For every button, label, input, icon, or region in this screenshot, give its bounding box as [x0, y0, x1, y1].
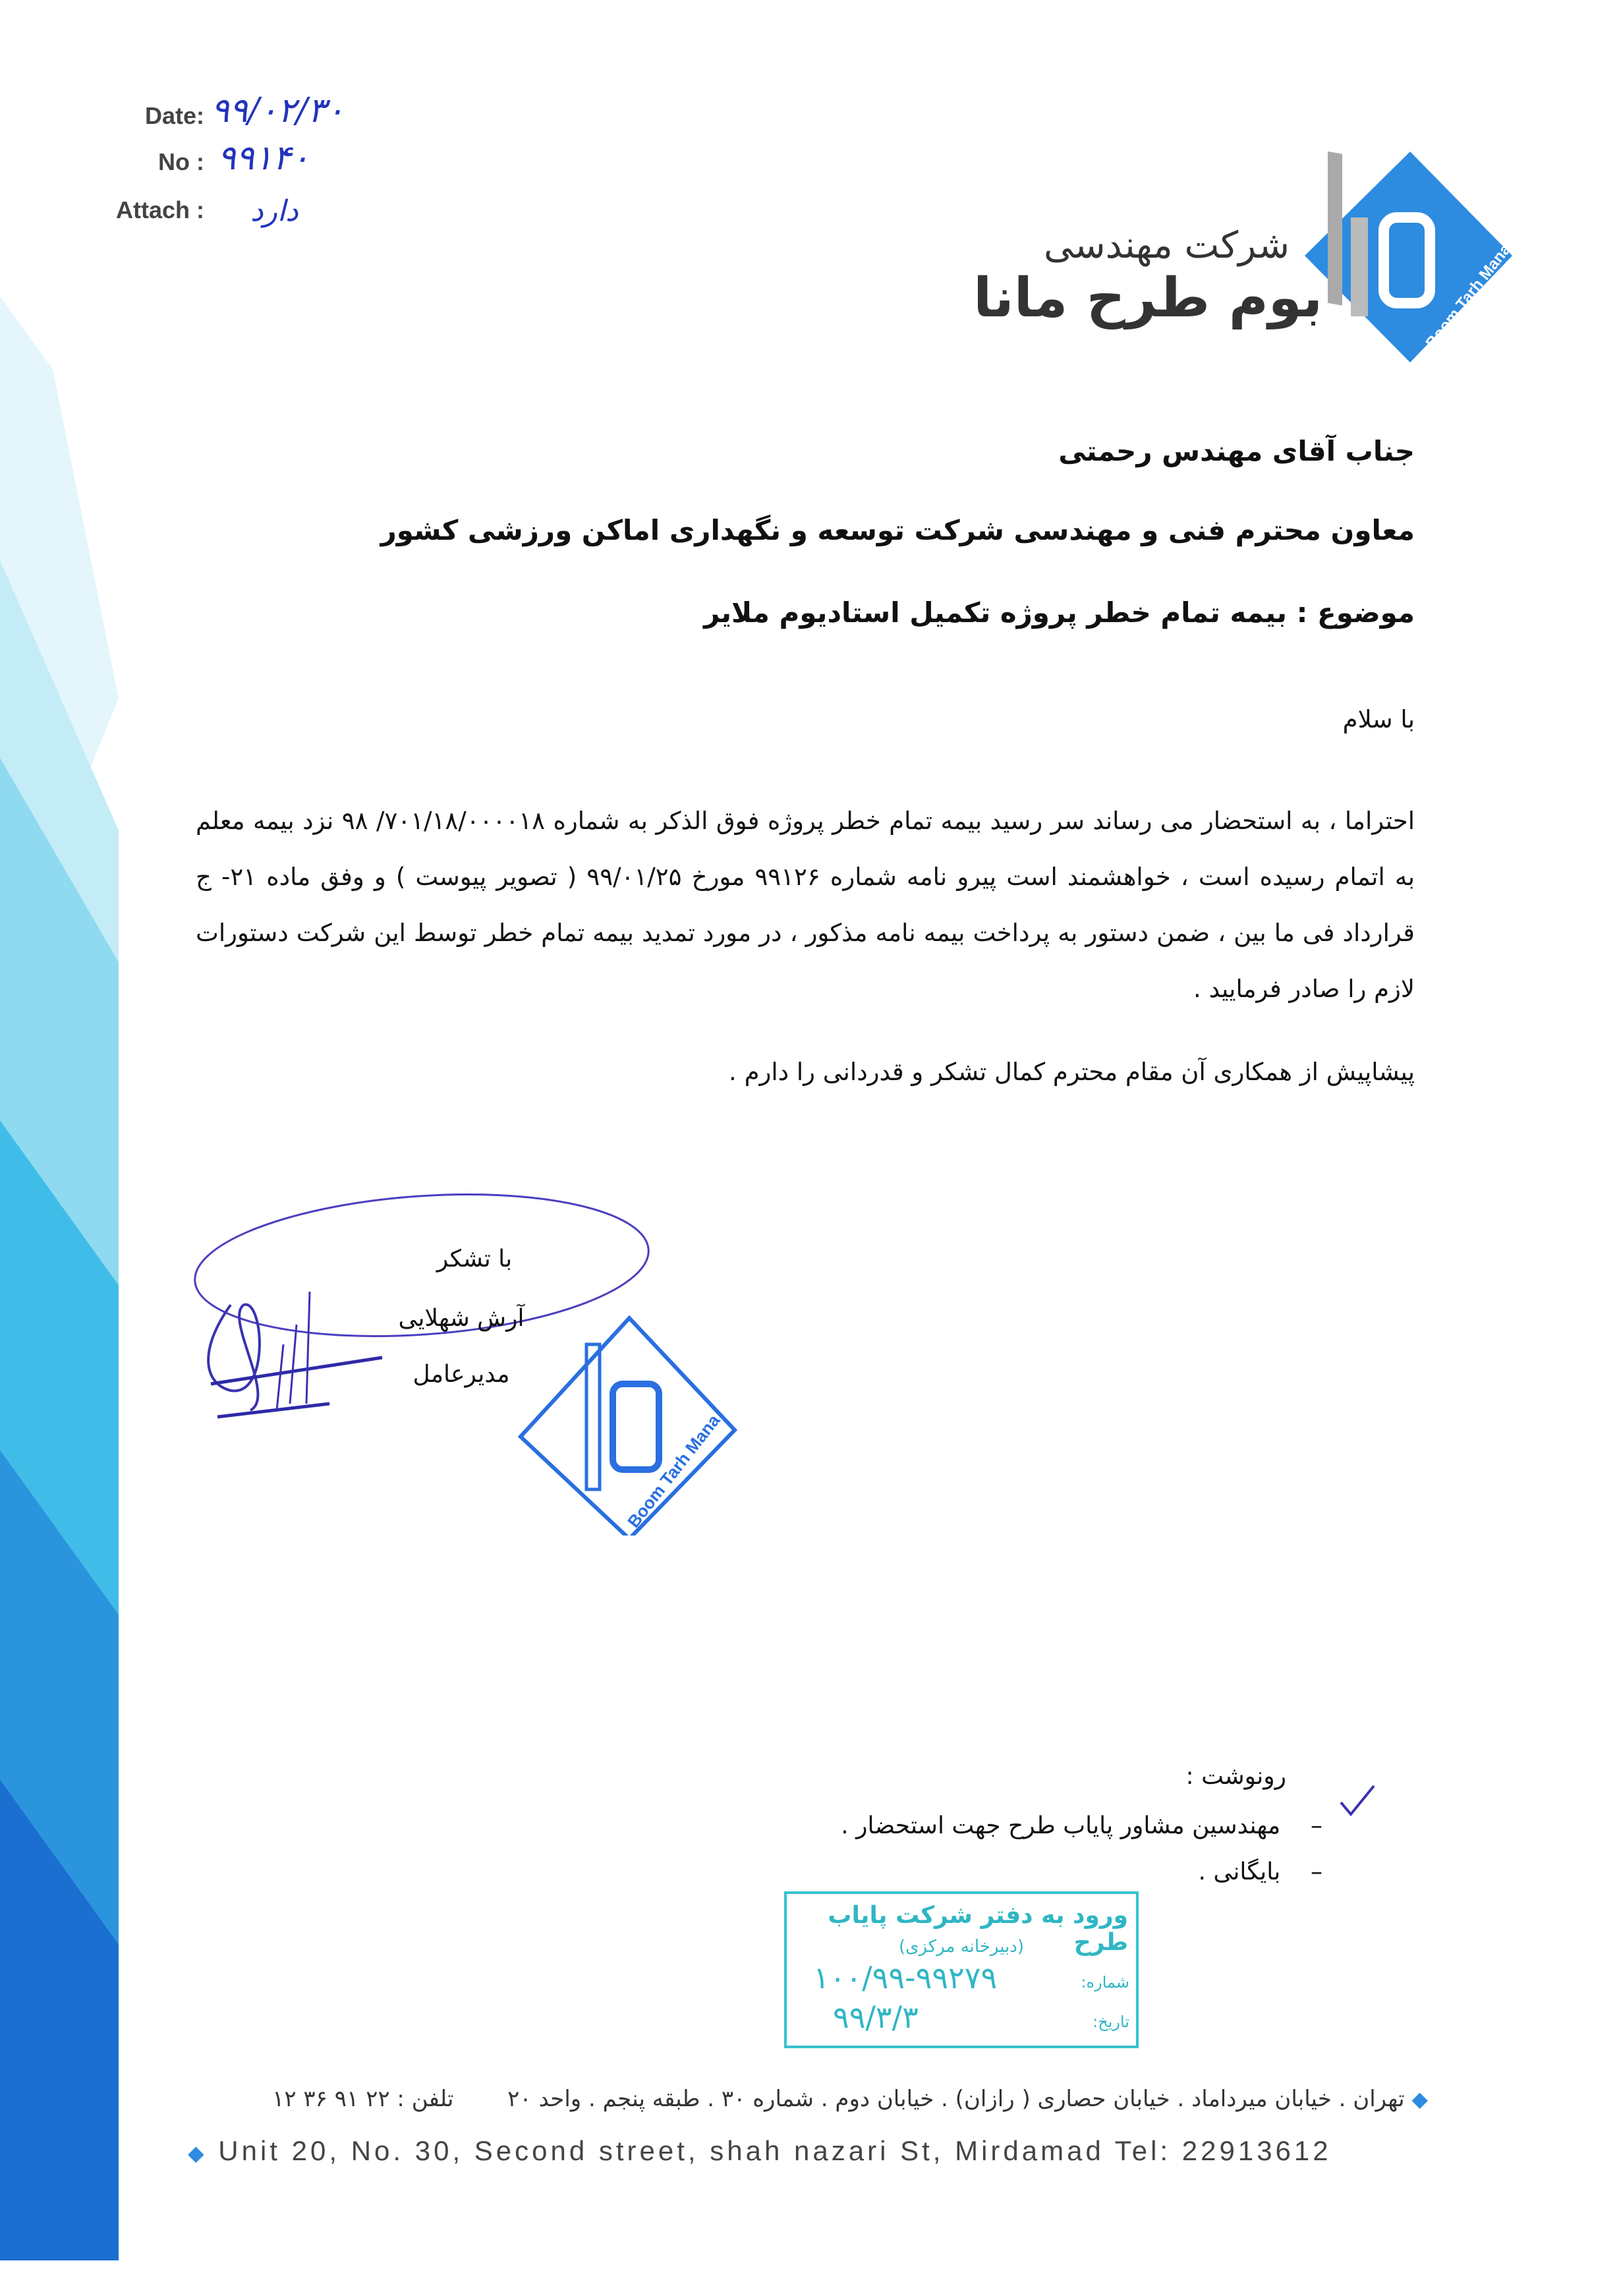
stamp-title: ورود به دفتر شرکت پایاب طرح [828, 1902, 1128, 1956]
number-label: No : [158, 148, 204, 175]
decorative-side-stripes [0, 0, 171, 2296]
footer-address-fa-text: تهران . خیابان میرداماد . خیابان حصاری ( رازان) . خیابان دوم . شماره ۳۰ . طبقه پنجم . واحد ۲۰ [507, 2086, 1405, 2112]
stamp-number-label: شماره: [1081, 1973, 1129, 1992]
logo-latin-name: Boom Tarh Mana [1422, 241, 1515, 352]
letter-body: احتراما ، به استحضار می رساند سر رسید بیمه تمام خطر پروژه فوق الذکر به شماره ۷۰۱/۱۸/۰۰۰۰۱۸/ ۹۸ نزد بیمه معلم به اتمام رسیده است ، خواهشمند است پیرو نامه شماره ۹۹۱۲۶ مورخ ۹۹/۰۱/۲۵ ( تصویر پیوست ) و وفق ماده ۲۱- ج قرارداد فی ما بین ، ضمن دستور به پرداخت بیمه نامه مذکور ، در مورد تمدید بیمه تمام خطر توسط این شرکت دستورات لازم را صادر فرمایید . [196, 807, 1415, 1003]
attach-label: Attach : [116, 196, 204, 223]
company-prefix: شرکت مهندسی [1044, 224, 1290, 267]
stamp-date-label: تاریخ: [1093, 2013, 1129, 2031]
number-value: ۹۹۱۴۰ [217, 138, 310, 178]
registration-stamp [784, 1891, 1139, 2048]
attach-value: دارد [250, 194, 298, 228]
recipient: جناب آقای مهندس رحمتی [1058, 435, 1415, 467]
footer-address-en [188, 2135, 1332, 2167]
diamond-bullet-icon: ◆ [188, 2141, 208, 2165]
signer-position: مدیرعامل [412, 1361, 510, 1388]
stamp-latin-name: Boom Tarh Mana [623, 1410, 724, 1532]
footer-address-en-text: Unit 20, No. 30, Second street, shah nazari St, Mirdamad Tel: 22913612 [218, 2135, 1332, 2166]
diamond-bullet-icon: ◆ [1411, 2086, 1428, 2111]
signer-name: آرش شهلایی [398, 1305, 525, 1332]
footer-phone-fa: تلفن : ۲۲ ۹۱ ۳۶ ۱۲ [272, 2086, 454, 2112]
stamp-date-value: ۹۹/۳/۳ [833, 1999, 919, 2035]
company-logo-icon [1292, 138, 1516, 369]
stamp-number-value: ۱۰۰/۹۹-۹۹۲۷۹ [813, 1960, 998, 1995]
signature-thanks: با تشکر [436, 1246, 513, 1273]
greeting: با سلام [1342, 705, 1415, 733]
cc-item: – مهندسین مشاور پایاب طرح جهت استحضار . [841, 1812, 1322, 1839]
cc-item: – بایگانی . [1198, 1858, 1322, 1885]
checkmark-icon [1338, 1783, 1377, 1822]
footer-address-fa [272, 2086, 1428, 2112]
closing: پیشاپیش از همکاری آن مقام محترم کمال تشکر و قدردانی را دارم . [729, 1058, 1415, 1086]
date-label: Date: [144, 102, 204, 129]
date-value: ۹۹/۰۲/۳۰ [211, 91, 345, 130]
company-name: بوم طرح مانا [973, 267, 1322, 330]
recipient-title: معاون محترم فنی و مهندسی شرکت توسعه و نگهداری اماکن ورزشی کشور [380, 514, 1415, 546]
cc-item-text: مهندسین مشاور پایاب طرح جهت استحضار . [841, 1812, 1281, 1839]
stamp-subtitle: (دبیرخانه مرکزی) [898, 1937, 1025, 1957]
cc-item-text: بایگانی . [1198, 1858, 1281, 1885]
subject: موضوع : بیمه تمام خطر پروژه تکمیل استادیوم ملایر [704, 596, 1415, 629]
cc-label: رونوشت : [1185, 1763, 1286, 1790]
